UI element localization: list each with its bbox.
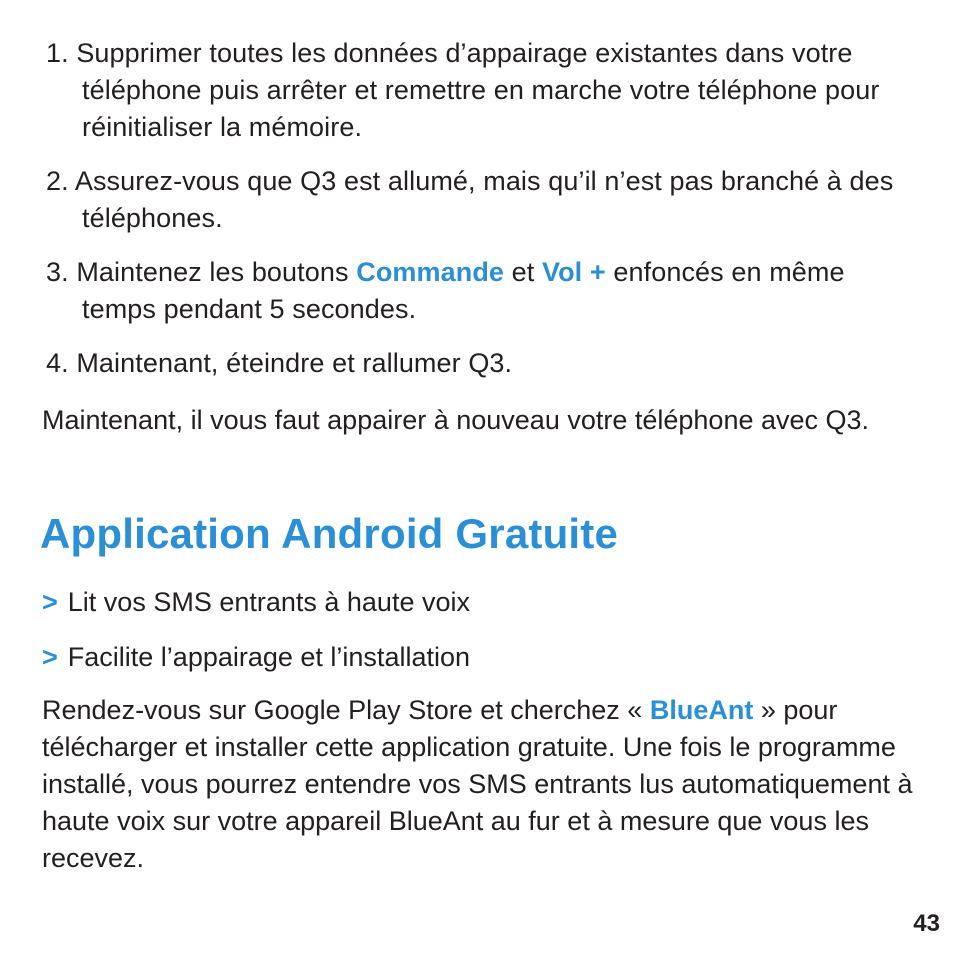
page-number: 43 — [913, 910, 940, 937]
step-number: 1. — [46, 38, 69, 68]
feature-item — [42, 639, 470, 676]
store-paragraph — [42, 692, 922, 877]
volume-up-button-label: Vol + — [541, 257, 606, 287]
step-text: Supprimer toutes les données d’appairage existantes dans votre téléphone puis arrêter et remettre en marche votre téléphone pour réinitialiser la mémoire. — [76, 38, 880, 142]
step-text-middle: et — [511, 257, 535, 287]
step-3 — [42, 254, 922, 328]
section-title: Application Android Gratuite — [40, 510, 619, 557]
chevron-right-icon: > — [42, 642, 58, 672]
step-4 — [42, 345, 922, 382]
step-number: 3. — [46, 257, 69, 287]
step-number: 2. — [46, 166, 69, 196]
store-text-before: Rendez-vous sur Google Play Store et cherchez « — [42, 695, 643, 725]
pairing-note: Maintenant, il vous faut appairer à nouveau votre téléphone avec Q3. — [42, 405, 870, 435]
command-button-label: Commande — [356, 257, 505, 287]
step-2 — [42, 163, 922, 237]
step-text: Maintenant, éteindre et rallumer Q3. — [76, 348, 513, 378]
step-text-after: enfoncés en même temps pendant 5 secondes. — [82, 257, 845, 324]
feature-text: Lit vos SMS entrants à haute voix — [67, 587, 470, 617]
feature-text: Facilite l’appairage et l’installation — [67, 642, 470, 672]
step-1 — [42, 35, 922, 146]
step-text: Assurez-vous que Q3 est allumé, mais qu’il n’est pas branché à des téléphones. — [74, 166, 894, 233]
reset-steps-list — [42, 35, 922, 382]
feature-item — [42, 584, 470, 621]
search-keyword: BlueAnt — [649, 695, 754, 725]
store-text-after: » pour télécharger et installer cette application gratuite. Une fois le programme installé, vous pourrez entendre vos SMS entrants lus automatiquement à haute voix sur votre appareil BlueAnt au fur et à mesure que vous les recevez. — [42, 695, 913, 873]
step-text-before: Maintenez les boutons — [76, 257, 349, 287]
chevron-right-icon: > — [42, 587, 58, 617]
step-number: 4. — [46, 348, 69, 378]
